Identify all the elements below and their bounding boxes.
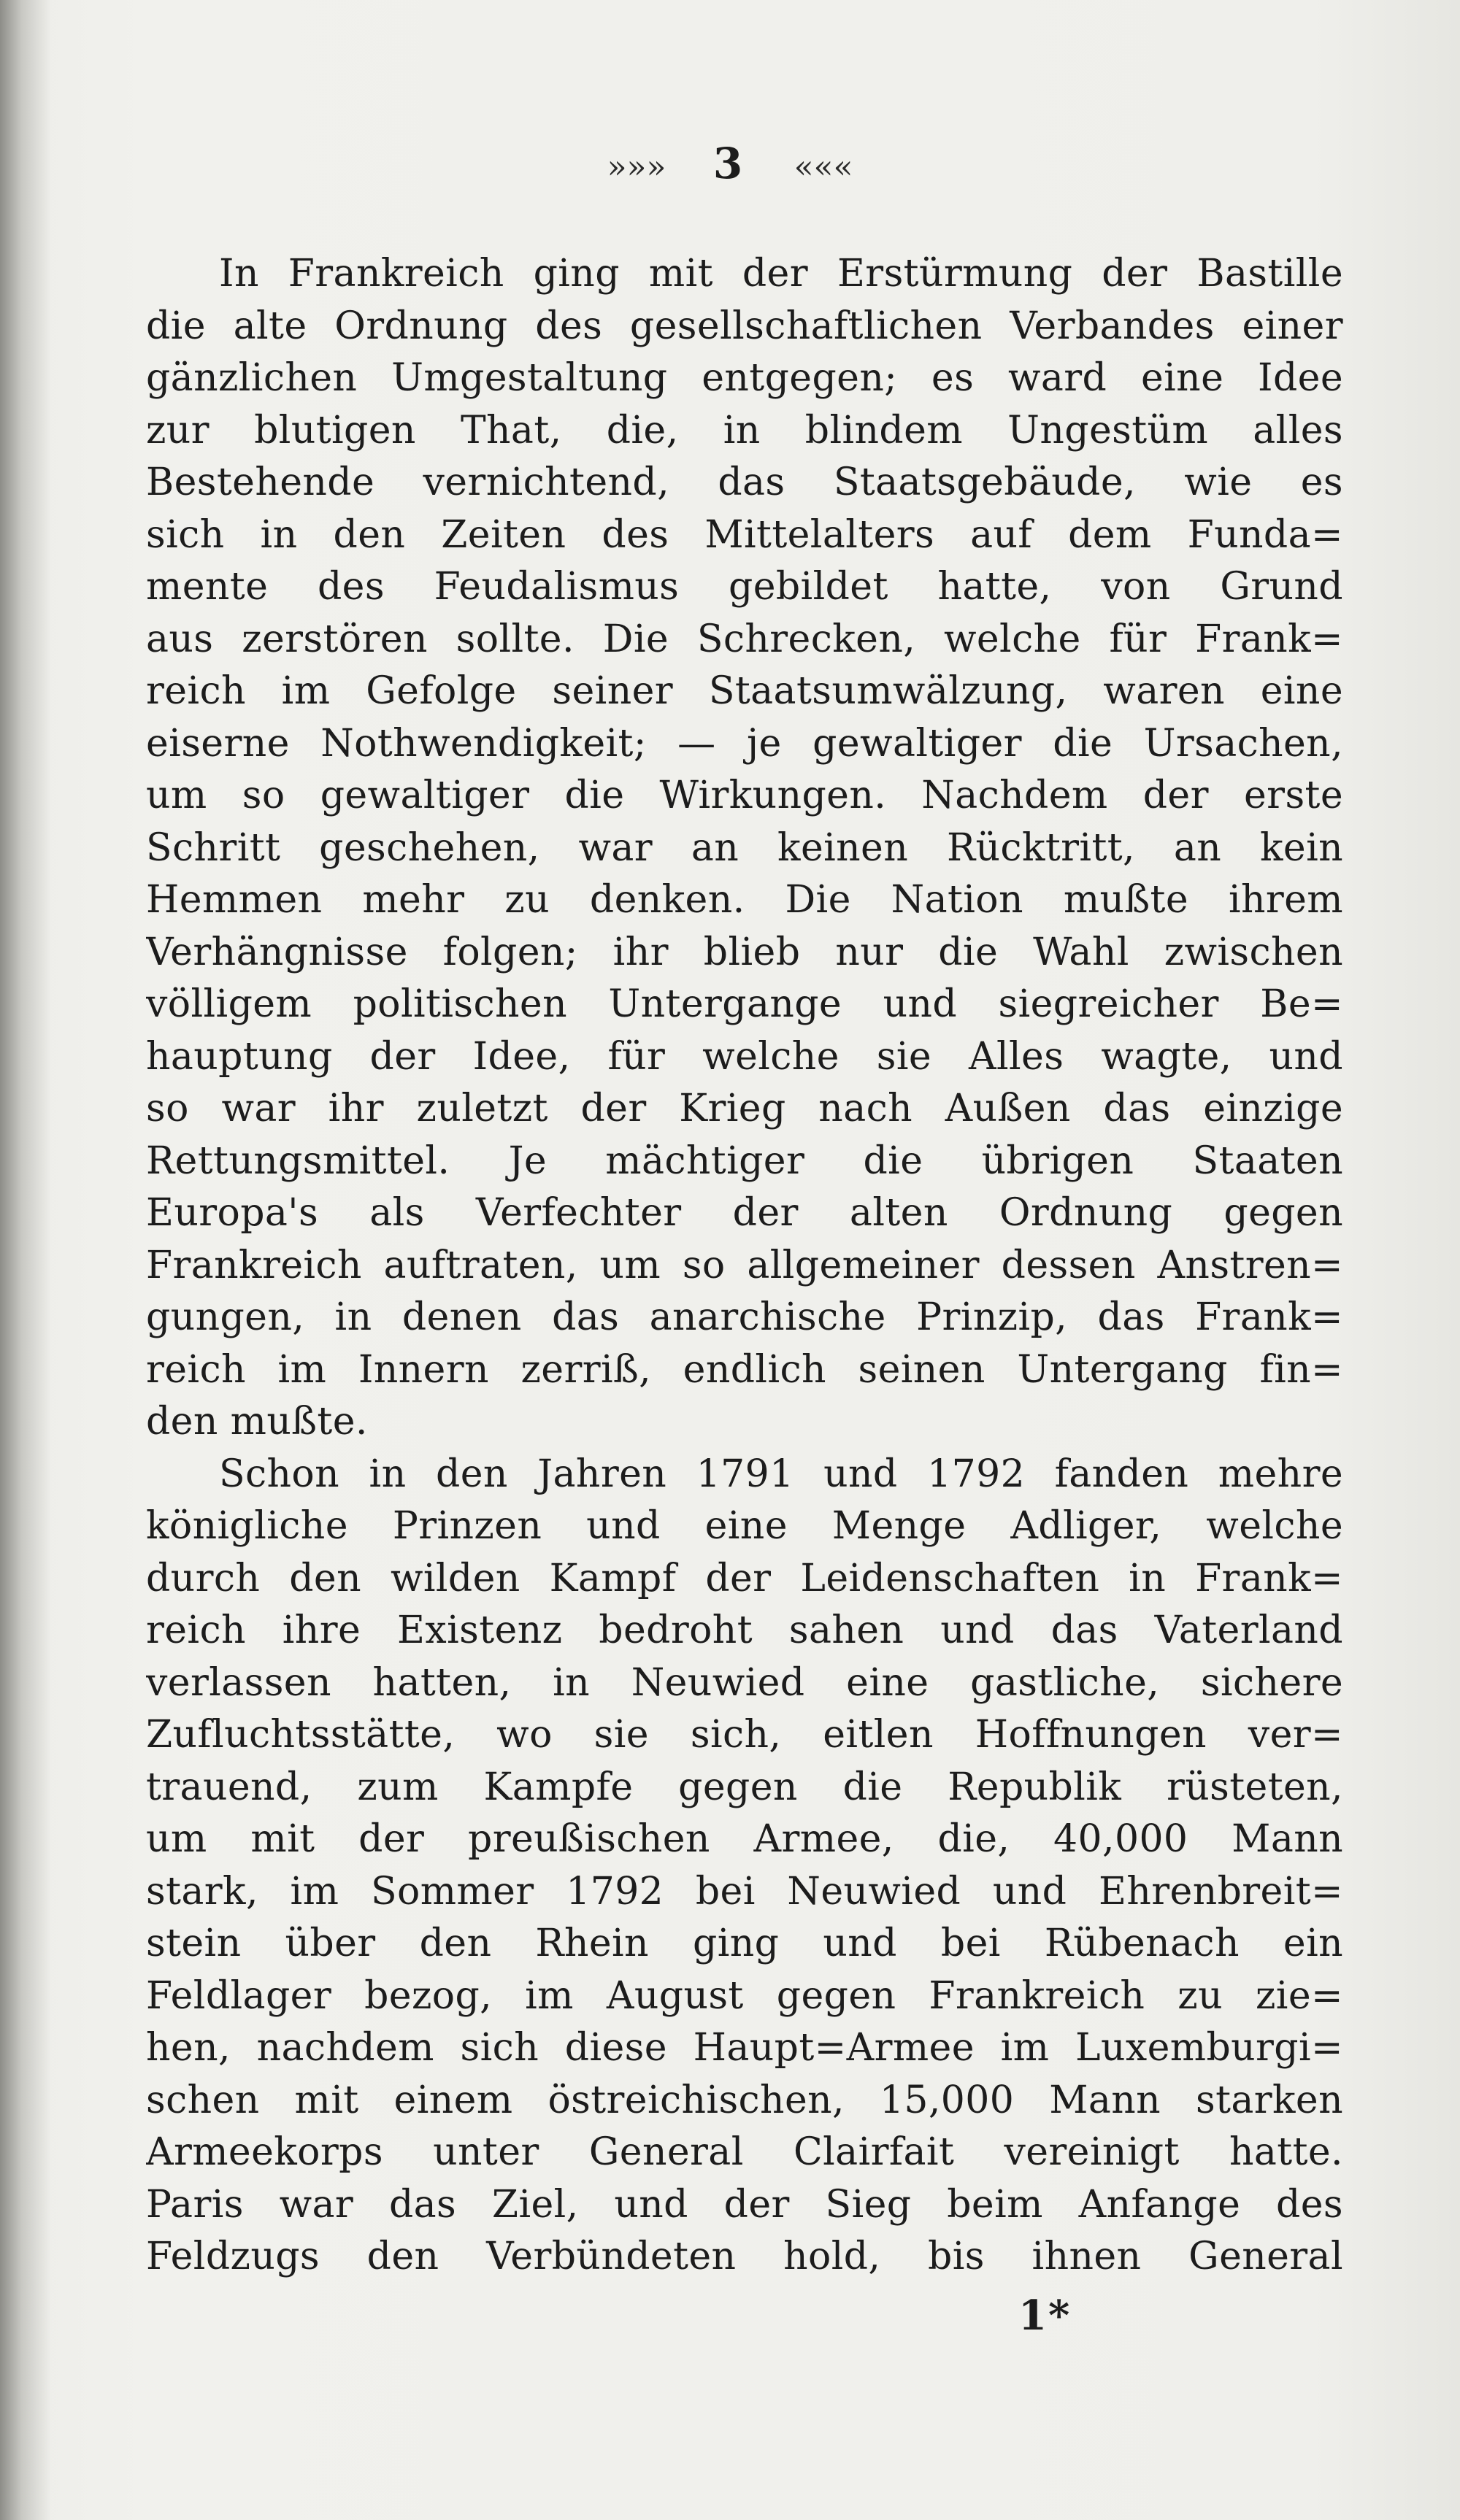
text-line: Zufluchtsstätte, wo sie sich, eitlen Hoffnungen ver=: [146, 1713, 1343, 1757]
text-line: Hemmen mehr zu denken. Die Nation mußte ihrem: [146, 878, 1343, 922]
text-line: eiserne Nothwendigkeit; — je gewaltiger die Ursachen,: [146, 721, 1343, 766]
text-line: den mußte.: [146, 1400, 368, 1444]
paragraph-2: [146, 1449, 1343, 2284]
text-line: sich in den Zeiten des Mittelalters auf dem Funda=: [146, 512, 1343, 557]
binding-gutter: [0, 0, 51, 2520]
text-line: zur blutigen That, die, in blindem Ungestüm alles: [146, 408, 1343, 452]
text-line: Feldzugs den Verbündeten hold, bis ihnen General: [146, 2235, 1343, 2278]
text-line: Schritt geschehen, war an keinen Rücktritt, an kein: [146, 825, 1343, 870]
text-line: königliche Prinzen und eine Menge Adliger, welche: [146, 1504, 1343, 1548]
page-number: 3: [712, 139, 748, 188]
text-line: um so gewaltiger die Wirkungen. Nachdem der erste: [146, 774, 1343, 817]
text-line: stein über den Rhein ging und bei Rübenach ein: [146, 1922, 1343, 1965]
text-line: Verhängnisse folgen; ihr blieb nur die Wahl zwischen: [146, 930, 1343, 974]
text-line: die alte Ordnung des gesellschaftlichen Verbandes einer: [146, 304, 1343, 348]
text-line: Frankreich auftraten, um so allgemeiner dessen Anstren=: [146, 1243, 1343, 1287]
text-line: reich im Innern zerriß, endlich seinen Untergang fin=: [146, 1347, 1343, 1392]
text-line: völligem politischen Untergange und siegreicher Be=: [146, 982, 1343, 1026]
text-line: so war ihr zuletzt der Krieg nach Außen das einzige: [146, 1087, 1343, 1130]
text-line: reich ihre Existenz bedroht sahen und das Vaterland: [146, 1608, 1343, 1652]
text-line: gungen, in denen das anarchische Prinzip, das Frank=: [146, 1295, 1343, 1339]
text-line: trauend, zum Kampfe gegen die Republik rüsteten,: [146, 1765, 1343, 1809]
ornament-right: «««: [794, 148, 853, 186]
text-line: schen mit einem östreichischen, 15,000 Mann starken: [146, 2078, 1343, 2122]
page-header: [0, 139, 1460, 188]
text-line: Paris war das Ziel, und der Sieg beim Anfange des: [146, 2182, 1343, 2227]
text-line: um mit der preußischen Armee, die, 40,000 Mann: [146, 1817, 1343, 1861]
ornament-left: »»»: [607, 148, 666, 186]
text-line: Schon in den Jahren 1791 und 1792 fanden mehre: [219, 1452, 1343, 1496]
text-line: Europa's als Verfechter der alten Ordnung gegen: [146, 1191, 1343, 1235]
text-line: In Frankreich ging mit der Erstürmung der Bastille: [219, 252, 1343, 296]
signature-mark: 1*: [1018, 2292, 1072, 2340]
text-line: durch den wilden Kampf der Leidenschaften in Frank=: [146, 1556, 1343, 1600]
text-line: Feldlager bezog, im August gegen Frankreich zu zie=: [146, 1973, 1343, 2018]
paragraph-1: [146, 248, 1343, 1449]
text-line: gänzlichen Umgestaltung entgegen; es ward eine Idee: [146, 356, 1343, 400]
text-line: Bestehende vernichtend, das Staatsgebäude, wie es: [146, 461, 1343, 504]
text-line: hen, nachdem sich diese Haupt=Armee im Luxemburgi=: [146, 2026, 1343, 2070]
text-line: reich im Gefolge seiner Staatsumwälzung, waren eine: [146, 669, 1343, 713]
text-line: mente des Feudalismus gebildet hatte, von Grund: [146, 565, 1343, 609]
text-line: hauptung der Idee, für welche sie Alles wagte, und: [146, 1034, 1343, 1079]
text-line: Armeekorps unter General Clairfait vereinigt hatte.: [146, 2130, 1343, 2174]
text-line: stark, im Sommer 1792 bei Neuwied und Ehrenbreit=: [146, 1869, 1343, 1914]
body-text: [146, 248, 1343, 2284]
text-line: Rettungsmittel. Je mächtiger die übrigen Staaten: [146, 1138, 1343, 1183]
text-line: verlassen hatten, in Neuwied eine gastliche, sichere: [146, 1660, 1343, 1705]
text-line: aus zerstören sollte. Die Schrecken, welche für Frank=: [146, 617, 1343, 661]
